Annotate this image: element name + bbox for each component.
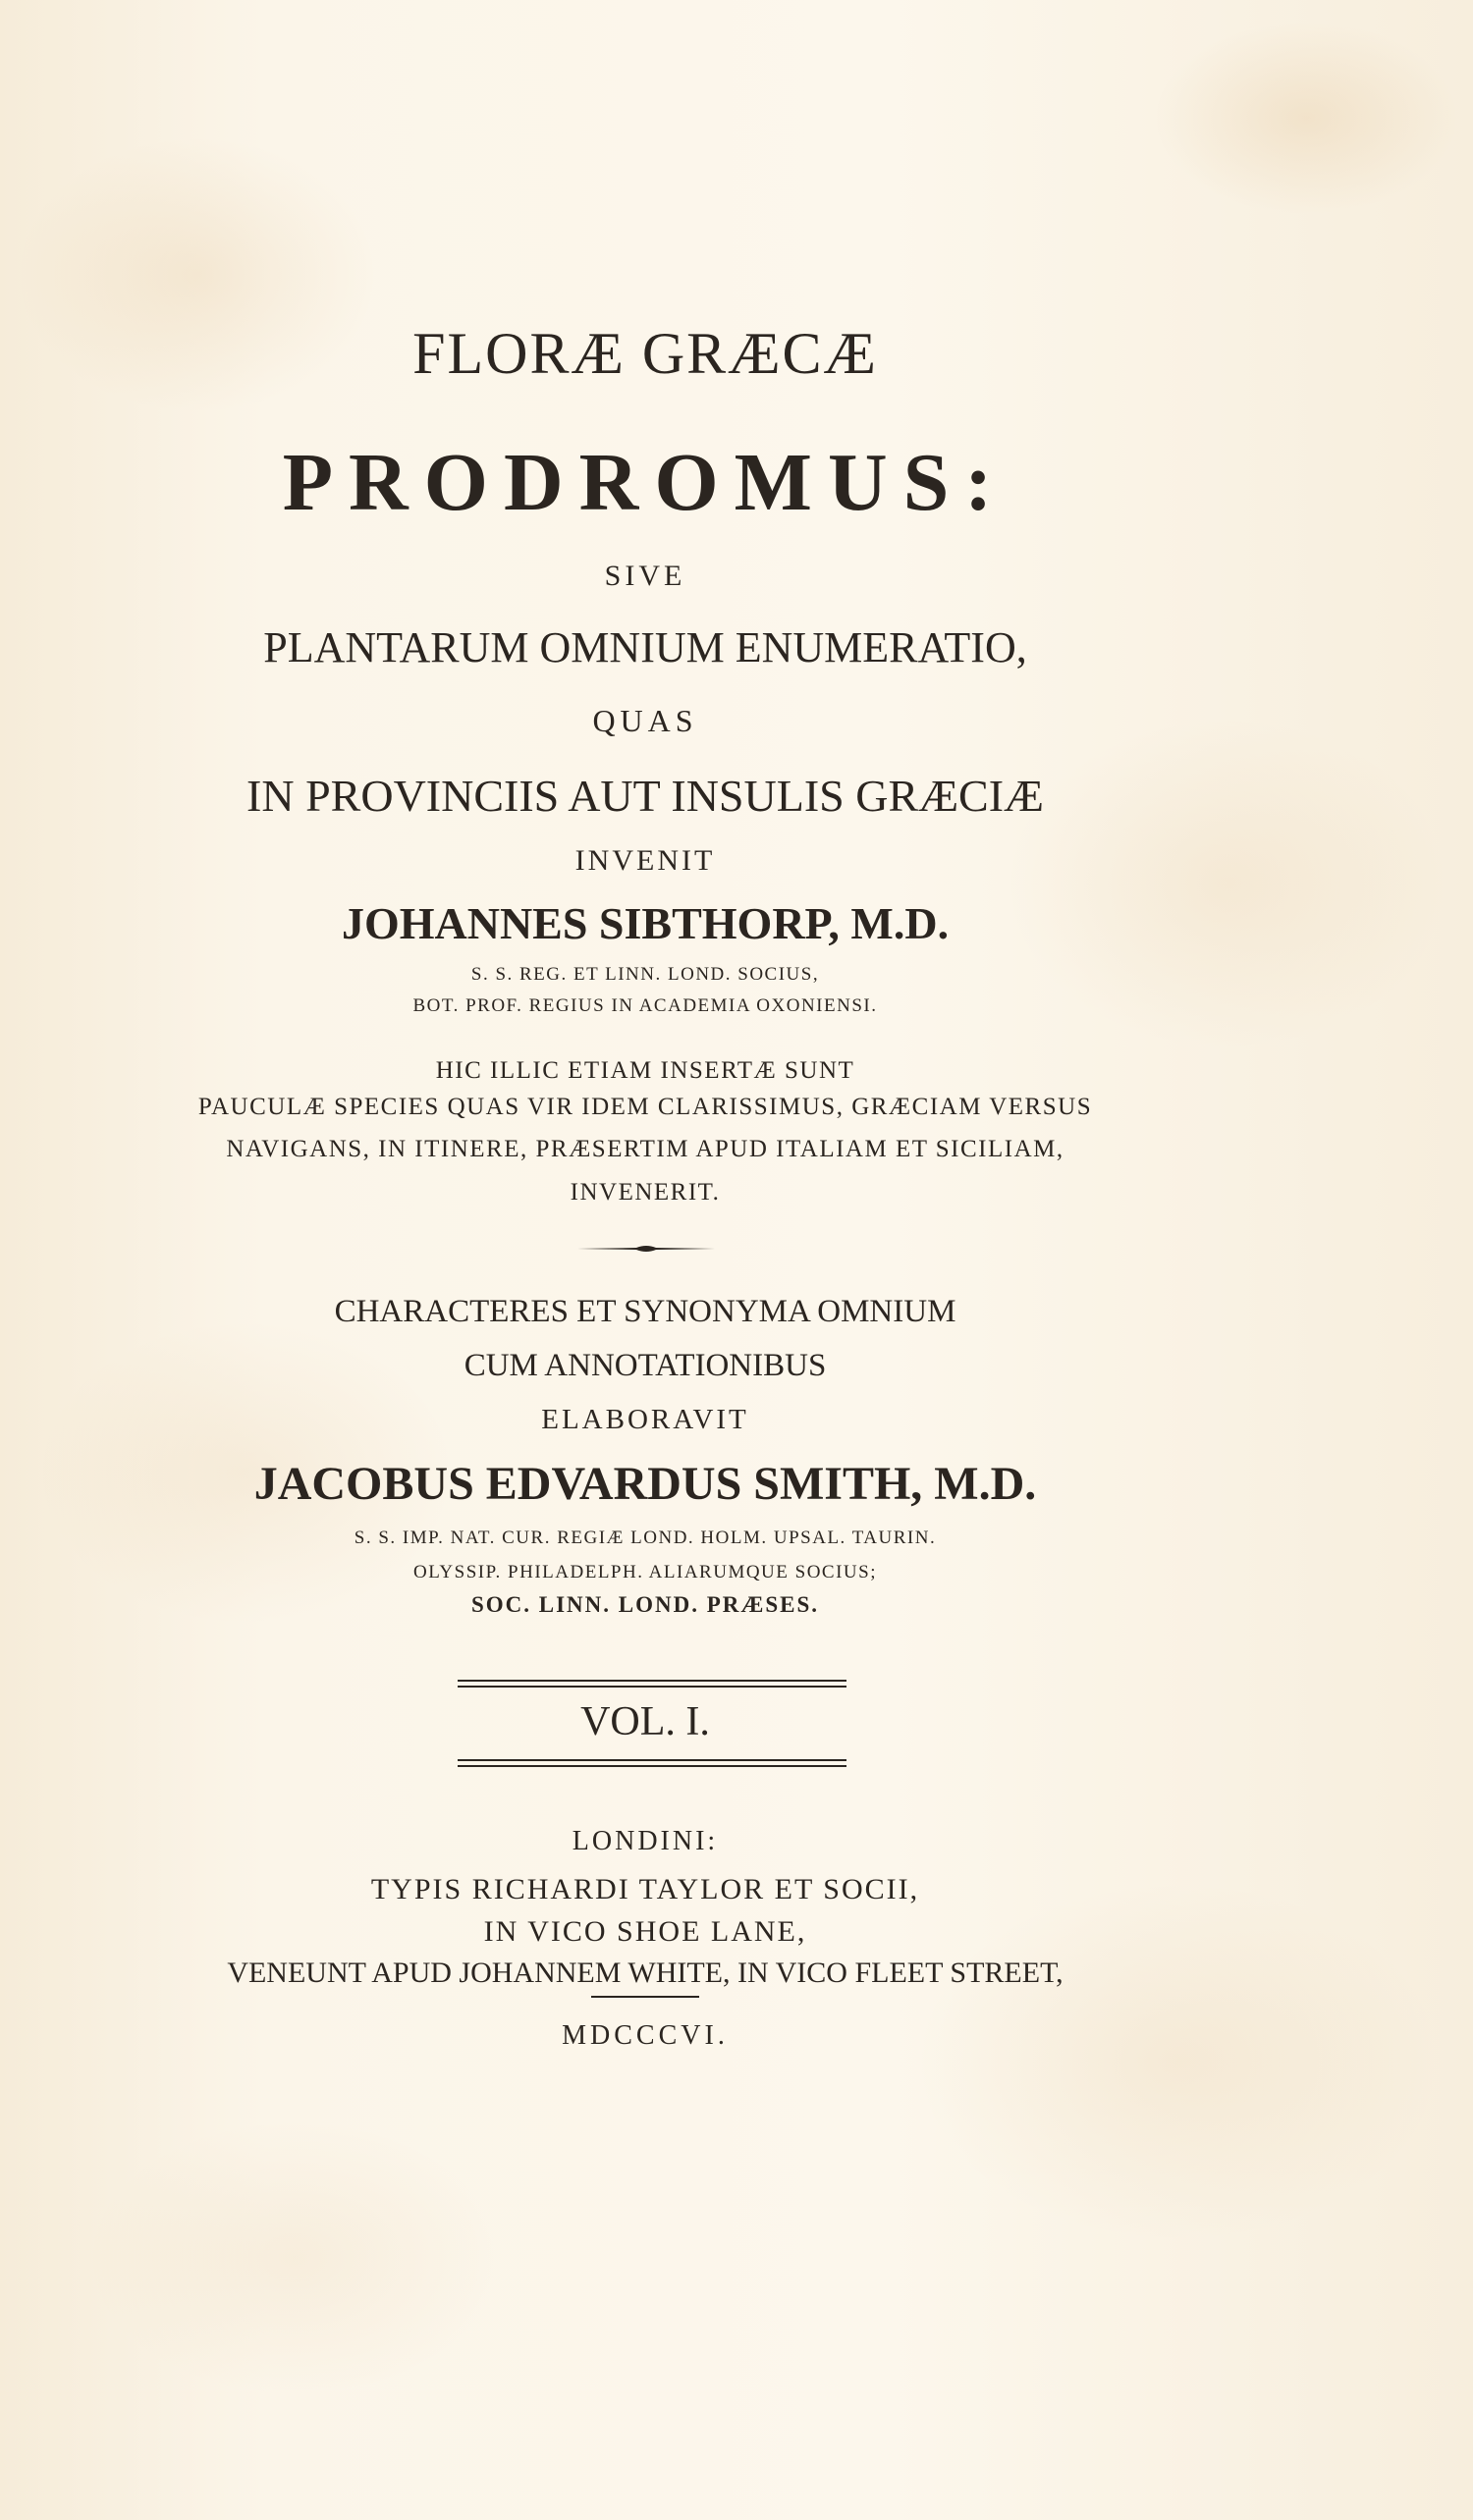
note-line-4: INVENERIT. xyxy=(570,1179,721,1206)
subtitle-invenit: INVENIT xyxy=(574,844,716,877)
author-smith-affiliation-3: SOC. LINN. LOND. PRÆSES. xyxy=(470,1592,820,1617)
title-line-2: PRODROMUS: xyxy=(282,437,1009,528)
ornamental-rule xyxy=(577,1244,715,1254)
author-smith-affiliation-2: OLYSSIP. PHILADELPH. ALIARUMQUE SOCIUS; xyxy=(412,1562,877,1582)
date-rule xyxy=(591,1996,699,1998)
note-line-3: NAVIGANS, IN ITINERE, PRÆSERTIM APUD ITALIAM ET SICILIAM, xyxy=(226,1136,1064,1162)
volume-rule-top xyxy=(458,1680,846,1688)
note-line-1: HIC ILLIC ETIAM INSERTÆ SUNT xyxy=(435,1057,855,1084)
characteres-line-1: CHARACTERES ET SYNONYMA OMNIUM xyxy=(334,1294,956,1329)
subtitle-provinciis: IN PROVINCIIS AUT INSULIS GRÆCIÆ xyxy=(246,771,1044,821)
subtitle-plantarum: PLANTARUM OMNIUM ENUMERATIO, xyxy=(263,623,1027,671)
volume-rule-bottom xyxy=(458,1759,846,1767)
imprint-seller: VENEUNT APUD JOHANNEM WHITE, IN VICO FLEET STREET, xyxy=(227,1957,1064,1989)
author-sibthorp-affiliation-1: S. S. REG. ET LINN. LOND. SOCIUS, xyxy=(470,964,820,985)
author-smith-affiliation-1: S. S. IMP. NAT. CUR. REGIÆ LOND. HOLM. UPSAL. TAURIN. xyxy=(354,1528,937,1548)
subtitle-quas: QUAS xyxy=(592,703,698,738)
author-sibthorp: JOHANNES SIBTHORP, M.D. xyxy=(341,898,950,948)
note-line-2: PAUCULÆ SPECIES QUAS VIR IDEM CLARISSIMUS, GRÆCIAM VERSUS xyxy=(197,1094,1093,1120)
imprint-place: LONDINI: xyxy=(572,1826,719,1856)
volume-label: VOL. I. xyxy=(580,1699,710,1744)
subtitle-sive: SIVE xyxy=(604,560,686,592)
title-line-1: FLORÆ GRÆCÆ xyxy=(412,321,878,386)
elaboravit: ELABORAVIT xyxy=(541,1404,749,1435)
author-sibthorp-affiliation-2: BOT. PROF. REGIUS IN ACADEMIA OXONIENSI. xyxy=(412,995,878,1016)
imprint-printer: TYPIS RICHARDI TAYLOR ET SOCII, xyxy=(370,1873,920,1905)
author-smith: JACOBUS EDVARDUS SMITH, M.D. xyxy=(253,1458,1037,1510)
characteres-line-2: CUM ANNOTATIONIBUS xyxy=(464,1348,827,1383)
imprint-date: MDCCCVI. xyxy=(562,2020,729,2051)
imprint-street: IN VICO SHOE LANE, xyxy=(483,1915,807,1948)
